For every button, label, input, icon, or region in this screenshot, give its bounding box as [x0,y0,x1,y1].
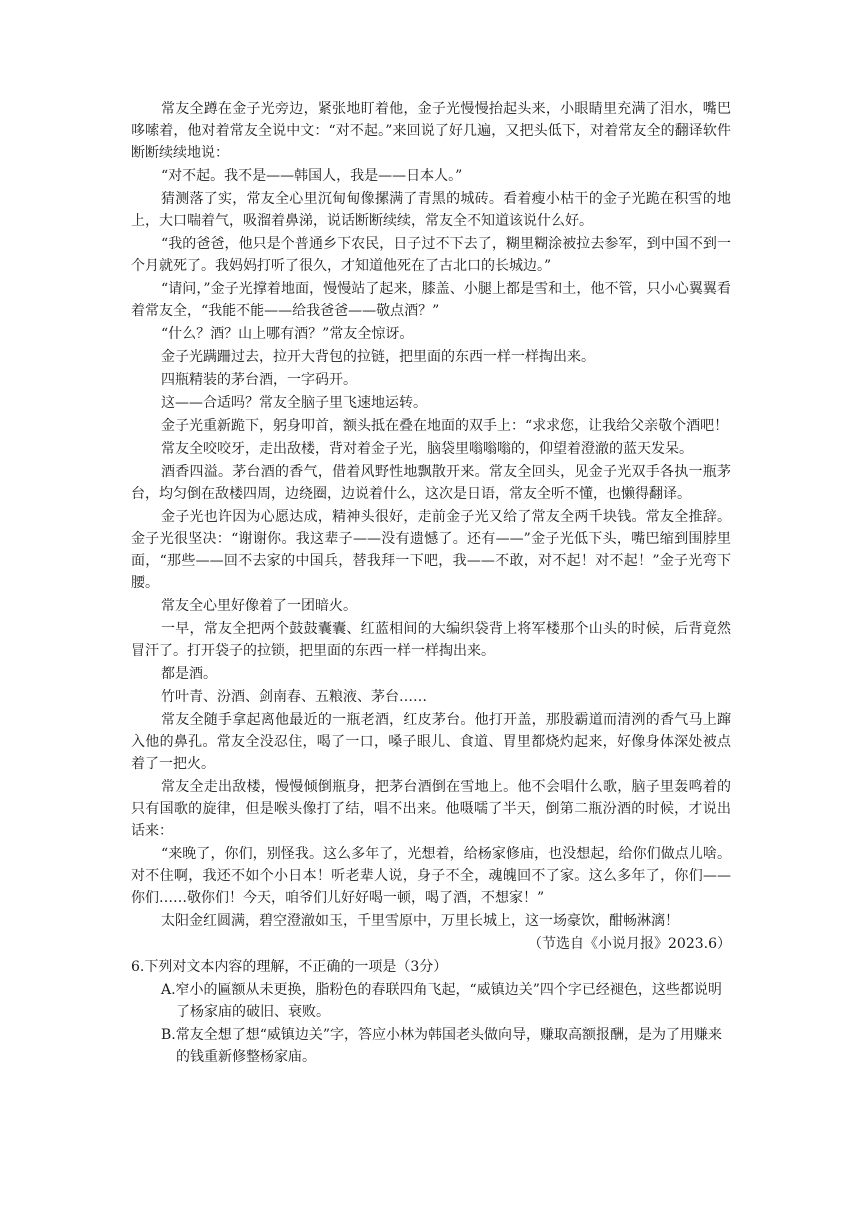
paragraph: 这——合适吗？常友全脑子里飞速地运转。 [161,395,427,411]
paragraph: 酒香四溢。茅台酒的香气，借着风野性地飘散开来。常友全回头，见金子光双手各执一瓶茅台，均匀倒在敌楼四周，边绕圈，边说着什么，这次是日语，常友全听不懂，也懒得翻译。 [131,464,731,502]
paragraph: 一早，常友全把两个鼓鼓囊囊、红蓝相间的大编织袋背上将军楼那个山头的时候，后背竟然冒汗了。打开袋子的拉锁，把里面的东西一样一样掏出来。 [131,621,731,659]
question-option-a [131,979,731,1023]
paragraph: “来晚了，你们，别怪我。这么多年了，光想着，给杨家修庙，也没想起，给你们做点儿啥。对不住啊，我还不如个小日本！听老辈人说，身子不全，魂魄回不了家。这么多年了，你们——你们……敬你们！今天，咱爷们儿好好喝一顿，喝了酒，不想家！” [131,846,731,906]
paragraph: “我的爸爸，他只是个普通乡下农民，日子过不下去了，糊里糊涂被拉去参军，到中国不到一个月就死了。我妈妈打听了很久，才知道他死在了古北口的长城边。” [131,236,731,274]
option-text: B.常友全想了想“威镇边关”字，答应小林为韩国老头做向导，赚取高额报酬，是为了用赚来的钱重新修整杨家庙。 [161,1027,723,1065]
paragraph: “什么？酒？山上哪有酒？”常友全惊讶。 [161,326,414,342]
paragraph: 常友全走出敌楼，慢慢倾倒瓶身，把茅台酒倒在雪地上。他不会唱什么歌，脑子里轰鸣着的只有国歌的旋律，但是喉头像打了结，唱不出来。他嗫嚅了半天，倒第二瓶汾酒的时候，才说出话来： [131,779,731,839]
paragraph: “对不起。我不是——韩国人，我是——日本人。” [161,168,463,184]
paragraph: 猜测落了实，常友全心里沉甸甸像摞满了青黑的城砖。看着瘦小枯干的金子光跪在积雪的地上，大口喘着气，吸溜着鼻涕，说话断断续续，常友全不知道该说什么好。 [131,191,731,229]
document-page [131,98,731,1069]
paragraph: 都是酒。 [161,666,217,682]
paragraph: 常友全蹲在金子光旁边，紧张地盯着他，金子光慢慢抬起头来，小眼睛里充满了泪水，嘴巴哆嗦着，他对着常友全说中文：“对不起。”来回说了好几遍，又把头低下，对着常友全的翻译软件断断续续地说： [131,101,731,161]
paragraph: 金子光也许因为心愿达成，精神头很好，走前金子光又给了常友全两千块钱。常友全推辞。金子光很坚决：“谢谢你。我这辈子——没有遗憾了。还有——”金子光低下头，嘴巴缩到围脖里面，“那些——回不去家的中国兵，替我拜一下吧，我——不敢，对不起！对不起！”金子光弯下腰。 [131,509,731,591]
paragraph: 金子光蹒跚过去，拉开大背包的拉链，把里面的东西一样一样掏出来。 [161,349,595,365]
paragraph: 常友全咬咬牙，走出敌楼，背对着金子光，脑袋里嗡嗡嗡的，仰望着澄澈的蓝天发呆。 [161,441,693,457]
paragraph: 金子光重新跪下，躬身叩首，额头抵在叠在地面的双手上：“求求您，让我给父亲敬个酒吧！ [161,418,729,434]
paragraph: 四瓶精装的茅台酒，一字码开。 [161,372,357,388]
option-text: A.窄小的匾额从未更换，脂粉色的春联四角飞起，“威镇边关”四个字已经褪色，这些都说明了杨家庙的破旧、衰败。 [161,982,722,1020]
paragraph: “请问，”金子光撑着地面，慢慢站了起来，膝盖、小腿上都是雪和土，他不管，只小心翼翼看着常友全，“我能不能——给我爸爸——敬点酒？” [131,281,731,319]
question-option-b [131,1024,731,1068]
paragraph: 常友全心里好像着了一团暗火。 [161,598,357,614]
question-stem: 6.下列对文本内容的理解，不正确的一项是（3分） [131,959,448,975]
source-citation: （节选自《小说月报》2023.6） [528,936,731,952]
paragraph: 太阳金红圆满，碧空澄澈如玉，千里雪原中，万里长城上，这一场豪饮，酣畅淋漓！ [161,913,679,929]
paragraph: 常友全随手拿起离他最近的一瓶老酒，红皮茅台。他打开盖，那股霸道而清洌的香气马上蹿入他的鼻孔。常友全没忍住，喝了一口，嗓子眼儿、食道、胃里都烧灼起来，好像身体深处被点着了一把火。 [131,712,731,772]
paragraph: 竹叶青、汾酒、剑南春、五粮液、茅台…… [161,689,427,705]
